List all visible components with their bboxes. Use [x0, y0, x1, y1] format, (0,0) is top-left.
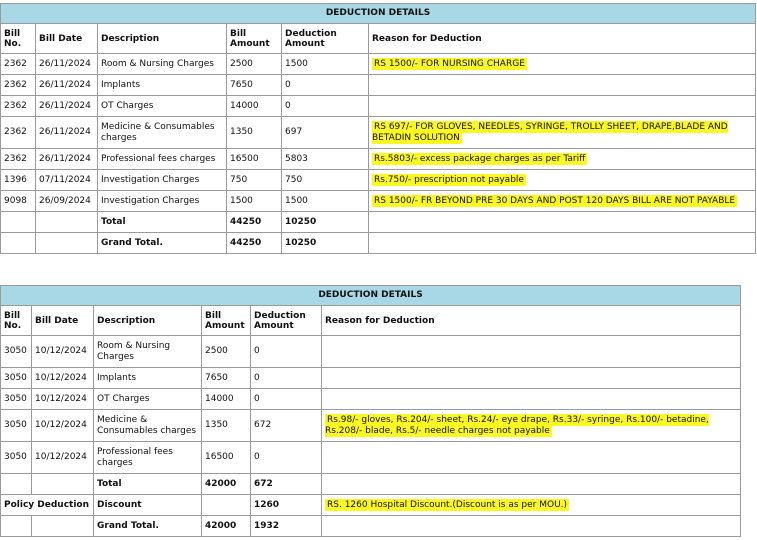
- table-row: [1, 96, 756, 117]
- reason-cell: [369, 54, 756, 75]
- bill-amount-cell: 1350: [227, 117, 282, 149]
- bill-date-cell: 10/12/2024: [32, 389, 94, 410]
- col-bill-no: Bill No.: [1, 24, 36, 54]
- col-description: Description: [94, 306, 202, 336]
- deduction-amount-cell: 0: [251, 442, 322, 474]
- highlighted-reason: Rs.750/- prescription not payable: [374, 174, 524, 185]
- policy-deduction-row: [1, 495, 741, 516]
- deduction-amount-cell: 0: [282, 96, 369, 117]
- col-reason: Reason for Deduction: [322, 306, 741, 336]
- bill-date-cell: 10/12/2024: [32, 336, 94, 368]
- col-bill-no: Bill No.: [1, 306, 32, 336]
- bill-no-cell: 2362: [1, 149, 36, 170]
- deduction-table-2: [0, 285, 741, 537]
- bill-no-cell: 3050: [1, 389, 32, 410]
- table-title: DEDUCTION DETAILS: [1, 286, 741, 306]
- total-label: Total: [94, 474, 202, 495]
- table-row: [1, 442, 741, 474]
- bill-date-cell: 07/11/2024: [36, 170, 98, 191]
- total-bill: 42000: [202, 474, 251, 495]
- reason-cell: [322, 442, 741, 474]
- table-row: [1, 149, 756, 170]
- header-row: [1, 24, 756, 54]
- bill-no-cell: 1396: [1, 170, 36, 191]
- bill-no-cell: 2362: [1, 117, 36, 149]
- description-cell: Professional fees charges: [94, 442, 202, 474]
- grand-total-bill: 44250: [227, 233, 282, 254]
- deduction-amount-cell: 697: [282, 117, 369, 149]
- bill-amount-cell: 14000: [202, 389, 251, 410]
- col-description: Description: [98, 24, 227, 54]
- grand-total-deduction: 10250: [282, 233, 369, 254]
- col-bill-amount: Bill Amount: [202, 306, 251, 336]
- description-cell: Professional fees charges: [98, 149, 227, 170]
- highlighted-reason: RS 1500/- FR BEYOND PRE 30 DAYS AND POST 120 DAYS BILL ARE NOT PAYABLE: [374, 195, 736, 206]
- bill-no-cell: 2362: [1, 54, 36, 75]
- total-row: [1, 212, 756, 233]
- bill-amount-cell: 1350: [202, 410, 251, 442]
- deduction-amount-cell: 0: [282, 75, 369, 96]
- col-bill-amount: Bill Amount: [227, 24, 282, 54]
- deduction-amount-cell: 0: [251, 368, 322, 389]
- reason-cell: [322, 336, 741, 368]
- description-cell: Medicine & Consumables charges: [94, 410, 202, 442]
- description-cell: Investigation Charges: [98, 191, 227, 212]
- bill-date-cell: 26/11/2024: [36, 149, 98, 170]
- bill-no-cell: 3050: [1, 336, 32, 368]
- deduction-amount-cell: 0: [251, 336, 322, 368]
- deduction-amount-cell: 5803: [282, 149, 369, 170]
- reason-cell: [369, 96, 756, 117]
- col-bill-date: Bill Date: [32, 306, 94, 336]
- bill-date-cell: 26/11/2024: [36, 75, 98, 96]
- description-cell: Medicine & Consumables charges: [98, 117, 227, 149]
- description-cell: OT Charges: [94, 389, 202, 410]
- table-row: [1, 117, 756, 149]
- table-row: [1, 54, 756, 75]
- deduction-table-1: [0, 3, 756, 254]
- policy-description: Discount: [94, 495, 202, 516]
- bill-date-cell: 26/11/2024: [36, 54, 98, 75]
- description-cell: Room & Nursing Charges: [94, 336, 202, 368]
- table-row: [1, 191, 756, 212]
- bill-date-cell: 10/12/2024: [32, 368, 94, 389]
- bill-amount-cell: 750: [227, 170, 282, 191]
- reason-cell: [369, 170, 756, 191]
- table-row: [1, 170, 756, 191]
- policy-reason: RS. 1260 Hospital Discount.(Discount is as per MOU.): [327, 499, 568, 510]
- description-cell: OT Charges: [98, 96, 227, 117]
- grand-total-deduction: 1932: [251, 516, 322, 537]
- highlighted-reason: RS 697/- FOR GLOVES, NEEDLES, SYRINGE, TROLLY SHEET, DRAPE,BLADE AND BETADIN SOLUTION: [372, 121, 728, 143]
- table-row: [1, 75, 756, 96]
- bill-amount-cell: 16500: [202, 442, 251, 474]
- reason-cell: [369, 149, 756, 170]
- deduction-amount-cell: 1500: [282, 191, 369, 212]
- table-row: [1, 410, 741, 442]
- total-bill: 44250: [227, 212, 282, 233]
- bill-no-cell: 3050: [1, 368, 32, 389]
- bill-amount-cell: 1500: [227, 191, 282, 212]
- bill-amount-cell: 2500: [227, 54, 282, 75]
- bill-date-cell: 26/11/2024: [36, 96, 98, 117]
- policy-label: Policy Deduction: [1, 495, 94, 516]
- col-deduction-amount: Deduction Amount: [282, 24, 369, 54]
- table-row: [1, 368, 741, 389]
- table-row: [1, 389, 741, 410]
- description-cell: Investigation Charges: [98, 170, 227, 191]
- description-cell: Implants: [94, 368, 202, 389]
- col-reason: Reason for Deduction: [369, 24, 756, 54]
- highlighted-reason: RS 1500/- FOR NURSING CHARGE: [374, 58, 525, 69]
- bill-date-cell: 10/12/2024: [32, 442, 94, 474]
- bill-amount-cell: 7650: [227, 75, 282, 96]
- reason-cell: [369, 75, 756, 96]
- bill-no-cell: 2362: [1, 96, 36, 117]
- bill-amount-cell: 2500: [202, 336, 251, 368]
- policy-deduction: 1260: [251, 495, 322, 516]
- bill-amount-cell: 7650: [202, 368, 251, 389]
- description-cell: Implants: [98, 75, 227, 96]
- bill-amount-cell: 16500: [227, 149, 282, 170]
- bill-no-cell: 2362: [1, 75, 36, 96]
- deduction-amount-cell: 1500: [282, 54, 369, 75]
- bill-amount-cell: 14000: [227, 96, 282, 117]
- bill-date-cell: 26/11/2024: [36, 117, 98, 149]
- bill-date-cell: 10/12/2024: [32, 410, 94, 442]
- reason-cell: [369, 117, 756, 149]
- total-deduction: 10250: [282, 212, 369, 233]
- deduction-amount-cell: 750: [282, 170, 369, 191]
- total-label: Total: [98, 212, 227, 233]
- reason-cell: [322, 368, 741, 389]
- highlighted-reason: Rs.98/- gloves, Rs.204/- sheet, Rs.24/- eye drape, Rs.33/- syringe, Rs.100/- betadine, Rs.208/- blade, Rs.5/- needle charges not payable: [325, 414, 709, 436]
- bill-date-cell: 26/09/2024: [36, 191, 98, 212]
- reason-cell: [369, 191, 756, 212]
- col-deduction-amount: Deduction Amount: [251, 306, 322, 336]
- grand-total-bill: 42000: [202, 516, 251, 537]
- reason-cell: [322, 410, 741, 442]
- col-bill-date: Bill Date: [36, 24, 98, 54]
- header-row: [1, 306, 741, 336]
- deduction-amount-cell: 672: [251, 410, 322, 442]
- total-row: [1, 474, 741, 495]
- highlighted-reason: Rs.5803/- excess package charges as per Tariff: [374, 153, 586, 164]
- deduction-amount-cell: 0: [251, 389, 322, 410]
- total-deduction: 672: [251, 474, 322, 495]
- table-title: DEDUCTION DETAILS: [1, 4, 756, 24]
- grand-total-label: Grand Total.: [94, 516, 202, 537]
- bill-no-cell: 3050: [1, 410, 32, 442]
- description-cell: Room & Nursing Charges: [98, 54, 227, 75]
- reason-cell: [322, 389, 741, 410]
- table-row: [1, 336, 741, 368]
- grand-total-row: [1, 233, 756, 254]
- grand-total-row: [1, 516, 741, 537]
- grand-total-label: Grand Total.: [98, 233, 227, 254]
- bill-no-cell: 3050: [1, 442, 32, 474]
- bill-no-cell: 9098: [1, 191, 36, 212]
